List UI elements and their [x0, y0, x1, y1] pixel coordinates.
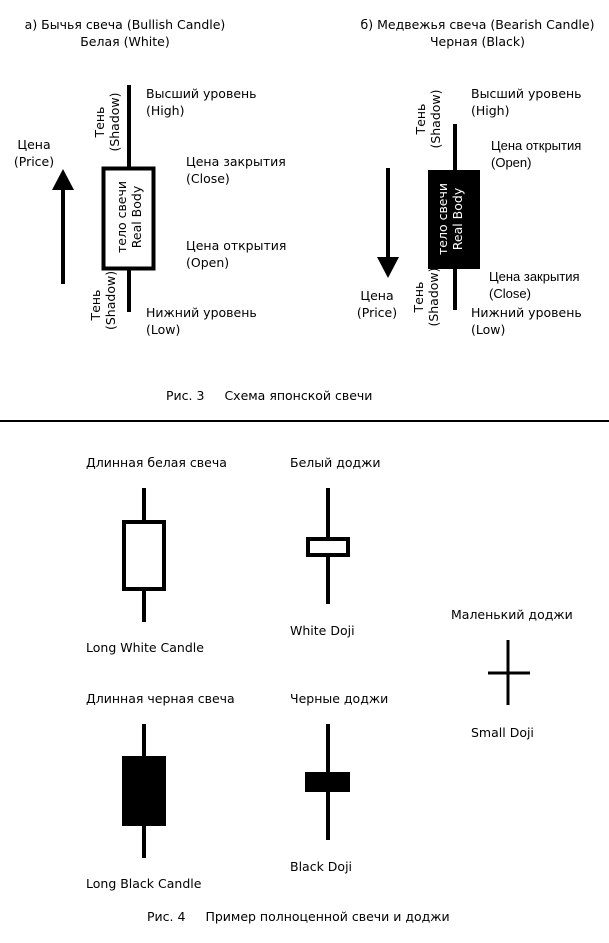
bearish-title: б) Медвежья свеча (Bearish Candle) Черная (Black): [360, 17, 595, 49]
price-label-right: Цена (Price): [356, 288, 398, 320]
price-label-left: Цена (Price): [13, 137, 55, 169]
long-black-candle: [122, 724, 166, 858]
shadow-label-upper-right: Тень (Shadow): [413, 89, 443, 149]
long-black-label-ru: Длинная черная свеча: [86, 691, 235, 706]
black-doji-label-en: Black Doji: [290, 859, 353, 874]
white-doji-label-ru: Белый доджи: [290, 455, 381, 470]
open-label-left: Цена открытия (Open): [186, 238, 287, 270]
open-label-right: Цена открытия (Open): [491, 138, 582, 170]
small-doji-label-ru: Маленький доджи: [451, 607, 573, 622]
white-doji: [308, 488, 348, 604]
long-white-label-ru: Длинная белая свеча: [86, 455, 227, 470]
small-doji: [488, 640, 530, 705]
low-label-left: Нижний уровень (Low): [146, 305, 257, 337]
price-up-arrow: [52, 169, 74, 284]
long-black-label-en: Long Black Candle: [86, 876, 202, 891]
fig3-caption: Рис. 3 Схема японской свечи: [166, 388, 373, 403]
real-body-label-right: тело свечи Real Body: [435, 182, 465, 256]
close-label-right: Цена закрытия (Close): [489, 269, 580, 301]
close-label-left: Цена закрытия (Close): [186, 154, 286, 186]
high-label-left: Высший уровень (High): [146, 86, 257, 118]
black-doji: [305, 724, 350, 840]
high-label-right: Высший уровень (High): [471, 86, 582, 118]
bullish-title: а) Бычья свеча (Bullish Candle) Белая (White): [24, 17, 226, 49]
low-label-right: Нижний уровень (Low): [471, 305, 582, 337]
price-down-arrow: [377, 168, 399, 278]
shadow-label-lower-left: Тень (Shadow): [88, 270, 118, 330]
fig4-caption: Рис. 4 Пример полноценной свечи и доджи: [147, 909, 450, 924]
shadow-label-lower-right: Тень (Shadow): [411, 267, 441, 327]
small-doji-label-en: Small Doji: [471, 725, 534, 740]
white-doji-label-en: White Doji: [290, 623, 355, 638]
shadow-label-upper-left: Тень (Shadow): [92, 92, 122, 152]
black-doji-label-ru: Черные доджи: [290, 691, 389, 706]
real-body-label-left: тело свечи Real Body: [114, 180, 144, 254]
long-white-candle: [124, 488, 164, 622]
long-white-label-en: Long White Candle: [86, 640, 204, 655]
